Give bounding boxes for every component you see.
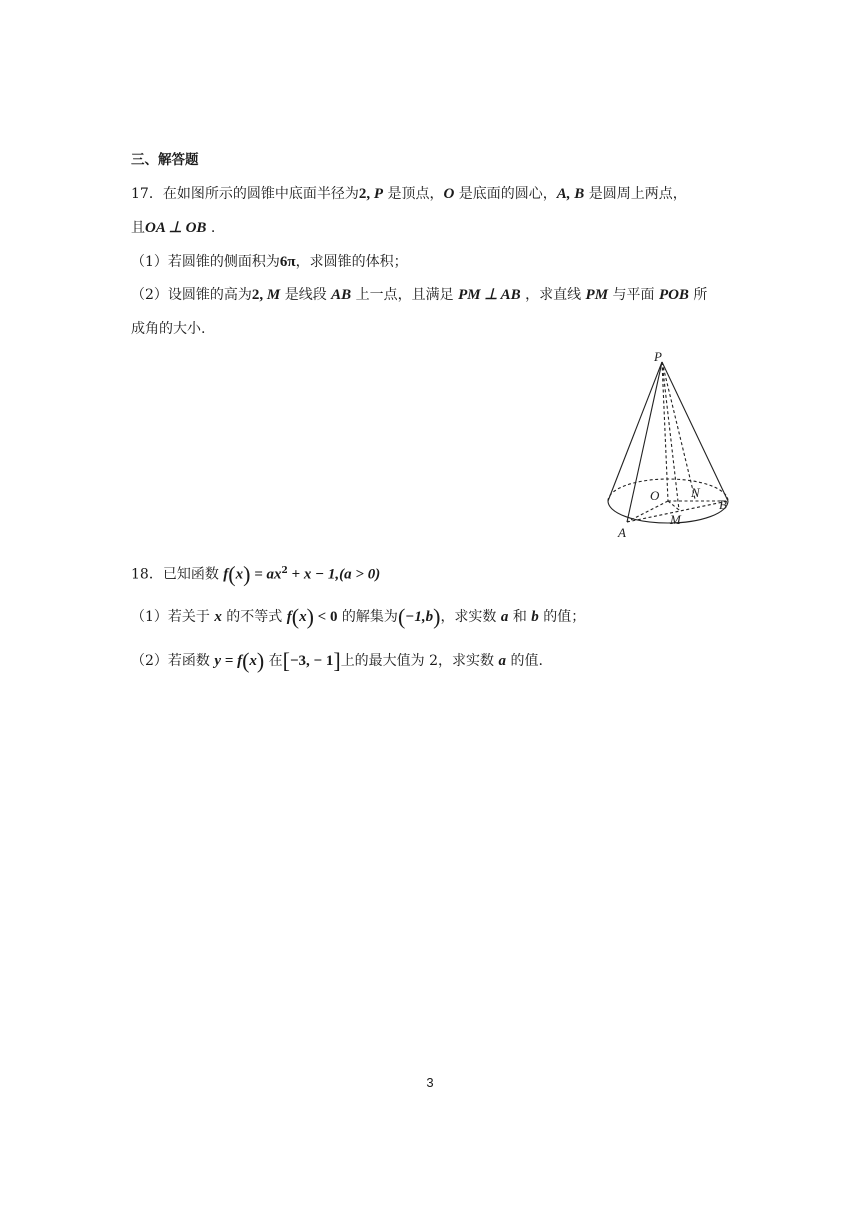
- math: M: [266, 287, 281, 303]
- text: （2）若函数: [131, 653, 215, 669]
- math: −1,b: [405, 609, 434, 625]
- text: 且: [131, 220, 145, 236]
- math: = ax: [250, 566, 282, 583]
- bracket-open: [: [282, 648, 290, 673]
- text: 是线段: [280, 287, 332, 303]
- label-O: O: [650, 488, 660, 503]
- text: 在: [264, 653, 283, 669]
- math: + x − 1,(a > 0): [287, 566, 381, 583]
- label-N: N: [691, 485, 700, 500]
- math: −3, − 1: [290, 653, 334, 669]
- edge-PA-left: [608, 362, 662, 501]
- text: ，求直线: [520, 287, 586, 303]
- math: A, B: [556, 186, 585, 202]
- edge-PO: [662, 362, 668, 501]
- text: （1）若圆锥的侧面积为: [131, 254, 280, 270]
- text: ，求圆锥的体积；: [295, 254, 408, 270]
- q17-number: 17．: [131, 186, 163, 202]
- math: 2,: [358, 186, 374, 202]
- paren-close: ): [243, 561, 251, 587]
- label-B: B: [719, 497, 727, 512]
- paren-close: ): [433, 604, 441, 629]
- text: 已知函数: [162, 566, 224, 583]
- label-M: M: [670, 512, 681, 527]
- text: （2）设圆锥的高为: [131, 287, 252, 303]
- math: PM ⊥ AB: [458, 287, 521, 303]
- text: .: [206, 220, 216, 236]
- q18-part1: [131, 604, 586, 629]
- text: 上一点，且满足: [351, 287, 459, 303]
- text: 所: [688, 287, 708, 303]
- q18-line1: [131, 561, 380, 585]
- exponent: 2: [281, 566, 288, 576]
- q17-line1: [131, 184, 687, 204]
- text: 的不等式: [221, 609, 287, 625]
- text: 与平面: [608, 287, 659, 303]
- paren-close: ): [306, 604, 314, 629]
- math: x: [214, 609, 222, 625]
- text: 上的最大值为 2，求实数: [340, 653, 499, 669]
- text: 的值；: [538, 609, 586, 625]
- paren-close: ): [256, 648, 265, 673]
- math: x: [299, 609, 307, 625]
- math: f: [223, 566, 229, 583]
- math: a: [500, 609, 509, 625]
- label-A: A: [618, 525, 626, 540]
- q17-part2: [131, 285, 707, 305]
- text: 的解集为: [337, 609, 398, 625]
- math: POB: [658, 287, 689, 303]
- math: x: [249, 653, 257, 669]
- math: b: [531, 609, 539, 625]
- bracket-close: ]: [333, 648, 341, 673]
- q18-part2: [131, 648, 543, 673]
- page-number: 3: [426, 1075, 434, 1090]
- edge-PM: [662, 362, 679, 510]
- text: 是圆周上两点，: [584, 186, 687, 202]
- math: AB: [331, 287, 352, 303]
- q18-number: 18．: [131, 566, 163, 583]
- paren-open: (: [242, 648, 250, 673]
- math: PM: [585, 287, 609, 303]
- text: 和: [508, 609, 532, 625]
- edge-PB: [662, 362, 728, 501]
- edge-OA: [627, 501, 668, 522]
- cone-figure: [600, 348, 740, 544]
- section-heading: 三、解答题: [131, 152, 199, 168]
- text: ，求实数: [440, 609, 501, 625]
- math: 2,: [251, 287, 267, 303]
- math: < 0: [313, 609, 338, 625]
- q17-part2-line2: 成角的大小.: [131, 321, 206, 337]
- label-P: P: [654, 349, 662, 364]
- math: y = f: [214, 653, 243, 669]
- text: 是顶点，: [383, 186, 444, 202]
- text: 是底面的圆心，: [454, 186, 557, 202]
- math: f: [286, 609, 292, 625]
- text: 的值.: [506, 653, 543, 669]
- paren-open: (: [397, 604, 406, 629]
- paren-open: (: [291, 604, 300, 629]
- text: 在如图所示的圆锥中底面半径为: [162, 186, 359, 202]
- q17-part1: [131, 252, 408, 272]
- math: OA ⊥ OB: [145, 220, 207, 236]
- math: 6π: [279, 254, 296, 270]
- edge-OM: [668, 501, 679, 510]
- q17-line2: [131, 218, 215, 238]
- paren-open: (: [228, 561, 236, 587]
- math: O: [443, 186, 455, 202]
- math: a: [498, 653, 506, 669]
- text: （1）若关于: [131, 609, 215, 625]
- math: x: [235, 566, 244, 583]
- math: P: [373, 186, 383, 202]
